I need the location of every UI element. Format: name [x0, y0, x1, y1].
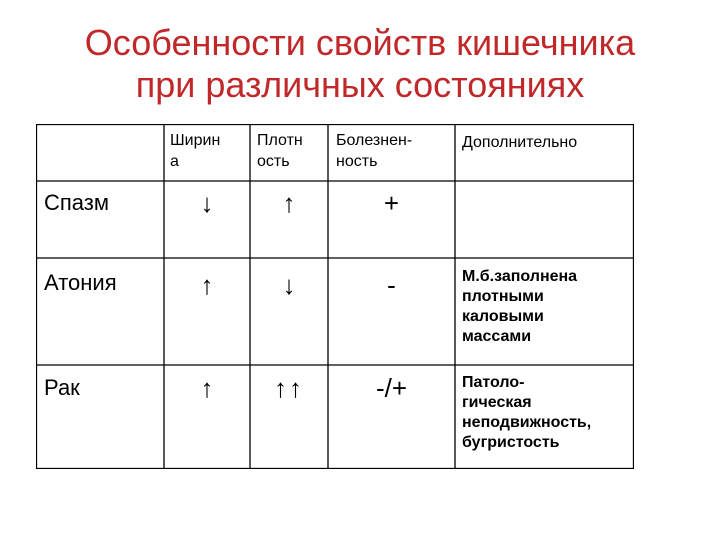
properties-table: [36, 124, 634, 469]
row-label-cancer: Рак: [44, 375, 80, 400]
cell-atony-extra: М.б.заполнена плотными каловыми массами: [462, 268, 578, 345]
header-pain: Болезнен- ность: [336, 132, 413, 170]
cell-atony-pain: -: [387, 270, 396, 300]
cell-atony-density: ↓: [282, 270, 296, 300]
header-width: Ширин а: [170, 132, 221, 170]
header-density: Плотн ость: [257, 132, 303, 170]
title-line-1: Особенности свойств кишечника: [84, 22, 636, 63]
cell-cancer-extra: Патоло- гическая неподвижность, бугристость: [462, 374, 592, 451]
cell-spasm-density: ↑: [282, 188, 296, 218]
slide-title: [0, 22, 720, 106]
cell-spasm-width: ↓: [200, 188, 214, 218]
cell-cancer-density: ↑↑: [274, 373, 304, 403]
header-extra: Дополнительно: [462, 134, 578, 151]
row-label-atony: Атония: [44, 270, 117, 295]
cell-spasm-pain: +: [383, 188, 400, 218]
cell-cancer-pain: -/+: [375, 373, 408, 403]
title-line-2: при различных состояниях: [135, 64, 585, 105]
cell-cancer-width: ↑: [200, 373, 214, 403]
cell-atony-width: ↑: [200, 270, 214, 300]
row-label-spasm: Спазм: [44, 190, 110, 215]
